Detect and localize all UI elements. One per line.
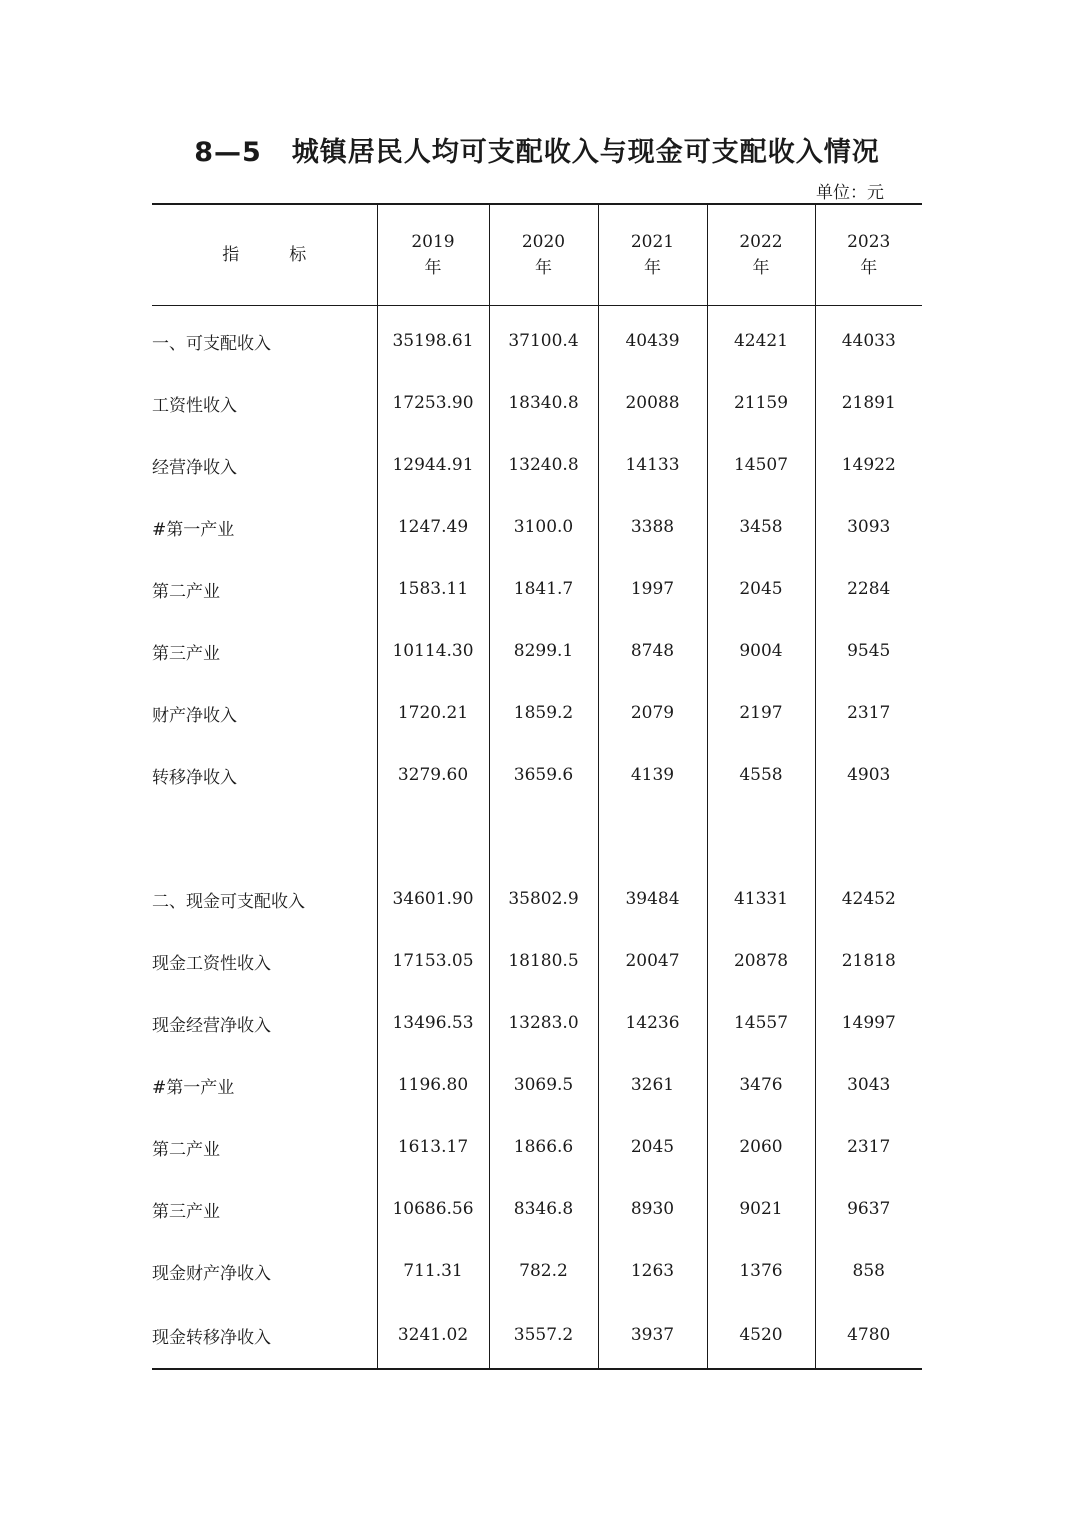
table-cell: 4903 xyxy=(815,744,922,806)
year-header: 2021 年 xyxy=(598,204,707,306)
table-cell: 2317 xyxy=(815,1116,922,1178)
table-cell: 14997 xyxy=(815,992,922,1054)
table-row xyxy=(152,992,922,1054)
table-cell: 18180.5 xyxy=(489,930,598,992)
table-cell: 2060 xyxy=(707,1116,815,1178)
table-cell: 2045 xyxy=(598,1116,707,1178)
table-cell: 1841.7 xyxy=(489,558,598,620)
table-cell: 3458 xyxy=(707,496,815,558)
table-cell: 14922 xyxy=(815,434,922,496)
row-label: 经营净收入 xyxy=(152,457,237,478)
row-label: #第一产业 xyxy=(152,519,235,540)
table-number: 8—5 xyxy=(194,137,262,168)
table-cell: 3241.02 xyxy=(377,1302,489,1369)
section-spacer xyxy=(152,806,922,868)
table-cell: 3476 xyxy=(707,1054,815,1116)
table-cell: 18340.8 xyxy=(489,372,598,434)
table-cell: 14507 xyxy=(707,434,815,496)
table-cell: 1247.49 xyxy=(377,496,489,558)
table-cell: 4139 xyxy=(598,744,707,806)
table-cell: 10686.56 xyxy=(377,1178,489,1240)
table-cell: 13496.53 xyxy=(377,992,489,1054)
table-cell: 37100.4 xyxy=(489,306,598,373)
year-header: 2019 年 xyxy=(377,204,489,306)
table-cell: 2197 xyxy=(707,682,815,744)
table-cell: 1997 xyxy=(598,558,707,620)
table-cell: 21891 xyxy=(815,372,922,434)
table-cell: 3043 xyxy=(815,1054,922,1116)
table-cell: 8748 xyxy=(598,620,707,682)
table-row xyxy=(152,558,922,620)
table-row xyxy=(152,868,922,930)
table-cell: 8930 xyxy=(598,1178,707,1240)
table-cell: 4780 xyxy=(815,1302,922,1369)
indicator-header: 指标 xyxy=(152,204,377,306)
table-cell: 40439 xyxy=(598,306,707,373)
table-cell: 13283.0 xyxy=(489,992,598,1054)
table-cell: 42421 xyxy=(707,306,815,373)
table-cell: 3279.60 xyxy=(377,744,489,806)
table-cell: 14133 xyxy=(598,434,707,496)
table-cell: 13240.8 xyxy=(489,434,598,496)
table-cell: 3557.2 xyxy=(489,1302,598,1369)
table-cell: 2045 xyxy=(707,558,815,620)
table-cell: 8299.1 xyxy=(489,620,598,682)
table-cell: 9545 xyxy=(815,620,922,682)
table-cell: 35802.9 xyxy=(489,868,598,930)
row-label: 现金工资性收入 xyxy=(152,953,271,974)
row-label: 第三产业 xyxy=(152,643,220,664)
table-row xyxy=(152,744,922,806)
row-label: #第一产业 xyxy=(152,1077,235,1098)
table-cell: 44033 xyxy=(815,306,922,373)
table-cell: 9004 xyxy=(707,620,815,682)
year-header: 2020 年 xyxy=(489,204,598,306)
year-header: 2022 年 xyxy=(707,204,815,306)
table-row xyxy=(152,434,922,496)
table-row xyxy=(152,1054,922,1116)
table-cell: 3937 xyxy=(598,1302,707,1369)
table-cell: 2079 xyxy=(598,682,707,744)
table-cell: 20878 xyxy=(707,930,815,992)
table-row xyxy=(152,496,922,558)
row-label: 转移净收入 xyxy=(152,767,237,788)
table-cell: 2284 xyxy=(815,558,922,620)
table-cell: 3261 xyxy=(598,1054,707,1116)
unit-label: 单位：元 xyxy=(816,183,884,203)
table-cell: 782.2 xyxy=(489,1240,598,1302)
row-label: 工资性收入 xyxy=(152,395,237,416)
table-cell: 858 xyxy=(815,1240,922,1302)
table-cell: 3659.6 xyxy=(489,744,598,806)
table-cell: 2317 xyxy=(815,682,922,744)
table-cell: 14557 xyxy=(707,992,815,1054)
table-cell: 9637 xyxy=(815,1178,922,1240)
table-cell: 1720.21 xyxy=(377,682,489,744)
table-cell: 4558 xyxy=(707,744,815,806)
income-table xyxy=(152,203,922,1370)
table-cell: 35198.61 xyxy=(377,306,489,373)
table-cell: 3100.0 xyxy=(489,496,598,558)
row-label: 现金经营净收入 xyxy=(152,1015,271,1036)
table-cell: 1583.11 xyxy=(377,558,489,620)
row-label: 财产净收入 xyxy=(152,705,237,726)
table-cell: 12944.91 xyxy=(377,434,489,496)
table-cell: 8346.8 xyxy=(489,1178,598,1240)
table-cell: 9021 xyxy=(707,1178,815,1240)
table-cell: 39484 xyxy=(598,868,707,930)
year-header: 2023 年 xyxy=(815,204,922,306)
table-cell: 4520 xyxy=(707,1302,815,1369)
table-cell: 34601.90 xyxy=(377,868,489,930)
table-cell: 41331 xyxy=(707,868,815,930)
row-label: 第二产业 xyxy=(152,1139,220,1160)
table-cell: 42452 xyxy=(815,868,922,930)
header-row xyxy=(152,204,922,306)
table-cell: 711.31 xyxy=(377,1240,489,1302)
row-label: 现金转移净收入 xyxy=(152,1327,271,1348)
table-row xyxy=(152,1116,922,1178)
table-row xyxy=(152,620,922,682)
table-cell: 21159 xyxy=(707,372,815,434)
table-row xyxy=(152,682,922,744)
table-cell: 10114.30 xyxy=(377,620,489,682)
table-cell: 1263 xyxy=(598,1240,707,1302)
table-cell: 3388 xyxy=(598,496,707,558)
table-cell: 1866.6 xyxy=(489,1116,598,1178)
table-cell: 21818 xyxy=(815,930,922,992)
table-cell: 1613.17 xyxy=(377,1116,489,1178)
row-label: 第二产业 xyxy=(152,581,220,602)
table-row xyxy=(152,1302,922,1369)
table-row xyxy=(152,1178,922,1240)
row-label: 一、可支配收入 xyxy=(152,333,271,354)
row-label: 第三产业 xyxy=(152,1201,220,1222)
table-cell: 1859.2 xyxy=(489,682,598,744)
table-row xyxy=(152,1240,922,1302)
table-cell: 1196.80 xyxy=(377,1054,489,1116)
table-cell: 20047 xyxy=(598,930,707,992)
table-cell: 14236 xyxy=(598,992,707,1054)
table-cell: 3069.5 xyxy=(489,1054,598,1116)
table-cell: 17153.05 xyxy=(377,930,489,992)
row-label: 现金财产净收入 xyxy=(152,1263,271,1284)
table-cell: 1376 xyxy=(707,1240,815,1302)
row-label: 二、现金可支配收入 xyxy=(152,891,305,912)
table-title: 城镇居民人均可支配收入与现金可支配收入情况 xyxy=(291,137,880,168)
table-cell: 17253.90 xyxy=(377,372,489,434)
table-cell: 20088 xyxy=(598,372,707,434)
table-row xyxy=(152,930,922,992)
page-title xyxy=(0,130,1074,169)
table-row xyxy=(152,306,922,373)
table-cell: 3093 xyxy=(815,496,922,558)
table-row xyxy=(152,372,922,434)
